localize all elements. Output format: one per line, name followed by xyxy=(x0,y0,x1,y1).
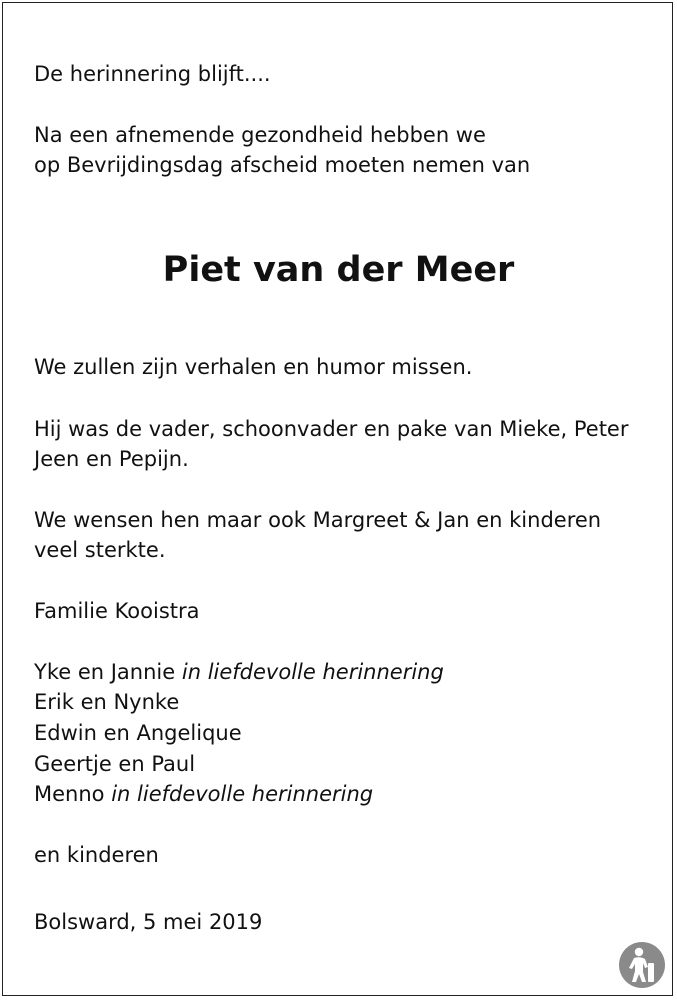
family-member xyxy=(34,779,373,809)
family-member-note: in liefdevolle herinnering xyxy=(181,660,444,684)
intro-line-2: Na een afnemende gezondheid hebben we xyxy=(34,123,486,147)
body-paragraph-1: We zullen zijn verhalen en humor missen. xyxy=(34,355,473,379)
family-member-note: in liefdevolle herinnering xyxy=(111,782,374,806)
body-paragraph-2-line-2: Jeen en Pepijn. xyxy=(34,447,189,471)
family-member-name: Erik en Nynke xyxy=(34,690,180,714)
logo-figure-stone xyxy=(648,963,654,982)
and-children: en kinderen xyxy=(34,843,159,867)
memorial-figure-icon xyxy=(618,941,666,989)
family-member xyxy=(34,657,444,687)
family-name: Familie Kooistra xyxy=(34,599,200,623)
family-member xyxy=(34,718,242,748)
body-paragraph-3-line-2: veel sterkte. xyxy=(34,538,166,562)
family-member-name: Edwin en Angelique xyxy=(34,721,242,745)
family-member-name: Geertje en Paul xyxy=(34,752,196,776)
body-paragraph-3-line-1: We wensen hen maar ook Margreet & Jan en kinderen xyxy=(34,508,602,532)
family-member xyxy=(34,749,195,779)
body-paragraph-2-line-1: Hij was de vader, schoonvader en pake van Mieke, Peter xyxy=(34,417,629,441)
family-member xyxy=(34,687,179,717)
memorial-figure-icon-svg xyxy=(618,941,666,989)
deceased-name: Piet van der Meer xyxy=(162,250,515,290)
intro-line-3: op Bevrijdingsdag afscheid moeten nemen van xyxy=(34,153,531,177)
family-member-name: Yke en Jannie xyxy=(34,660,176,684)
intro-line-1: De herinnering blijft.... xyxy=(34,62,271,86)
logo-figure-head xyxy=(635,948,643,956)
place-and-date: Bolsward, 5 mei 2019 xyxy=(34,910,263,934)
family-member-name: Menno xyxy=(34,782,105,806)
